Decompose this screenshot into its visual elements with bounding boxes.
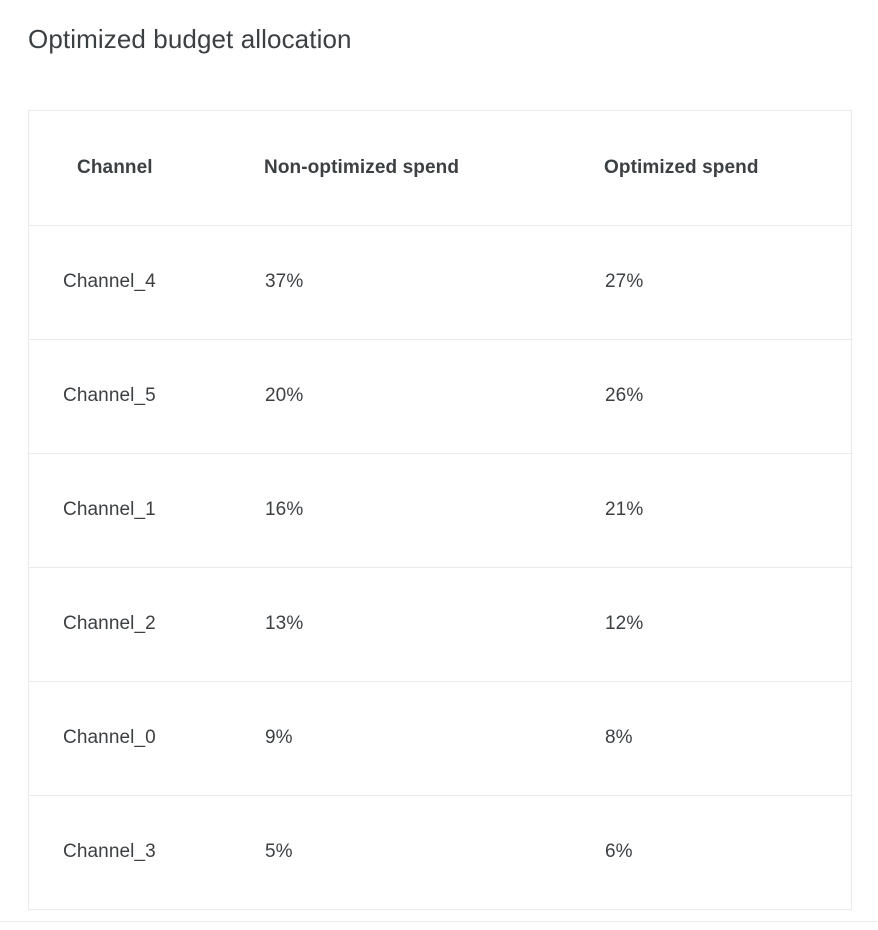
column-header-optimized-spend: Optimized spend bbox=[601, 111, 853, 225]
cell-non-optimized-spend: 37% bbox=[261, 225, 601, 339]
cell-non-optimized-spend: 5% bbox=[265, 841, 293, 863]
cell-optimized-spend: 12% bbox=[601, 567, 853, 681]
cell-optimized-spend: 27% bbox=[601, 225, 853, 339]
table-row bbox=[29, 681, 853, 795]
cell-channel: Channel_5 bbox=[29, 339, 261, 453]
table-header-row bbox=[29, 111, 853, 225]
cell-channel: Channel_2 bbox=[29, 567, 261, 681]
table-row bbox=[29, 567, 853, 681]
cell-non-optimized-spend: 16% bbox=[261, 453, 601, 567]
cell-channel: Channel_4 bbox=[29, 225, 261, 339]
cell-optimized-spend: 6% bbox=[605, 841, 633, 863]
budget-allocation-table bbox=[29, 111, 853, 909]
bottom-divider bbox=[0, 921, 878, 922]
cell-channel: Channel_1 bbox=[29, 453, 261, 567]
cell-non-optimized-spend: 13% bbox=[261, 567, 601, 681]
table-header bbox=[29, 111, 853, 225]
table-row bbox=[29, 795, 853, 909]
column-header-channel: Channel bbox=[29, 111, 261, 225]
cell-non-optimized-spend: 20% bbox=[261, 339, 601, 453]
cell-optimized-spend: 8% bbox=[601, 681, 853, 795]
cell-channel: Channel_3 bbox=[63, 841, 156, 863]
cell-optimized-spend: 26% bbox=[601, 339, 853, 453]
page-title: Optimized budget allocation bbox=[28, 24, 352, 54]
cell-non-optimized-spend: 9% bbox=[261, 681, 601, 795]
column-header-non-optimized-spend: Non-optimized spend bbox=[261, 111, 601, 225]
cell-optimized-spend: 21% bbox=[601, 453, 853, 567]
table-row bbox=[29, 225, 853, 339]
table-body bbox=[29, 225, 853, 909]
cell-channel: Channel_0 bbox=[29, 681, 261, 795]
table-row bbox=[29, 339, 853, 453]
budget-allocation-table-container bbox=[28, 110, 852, 910]
table-row bbox=[29, 453, 853, 567]
